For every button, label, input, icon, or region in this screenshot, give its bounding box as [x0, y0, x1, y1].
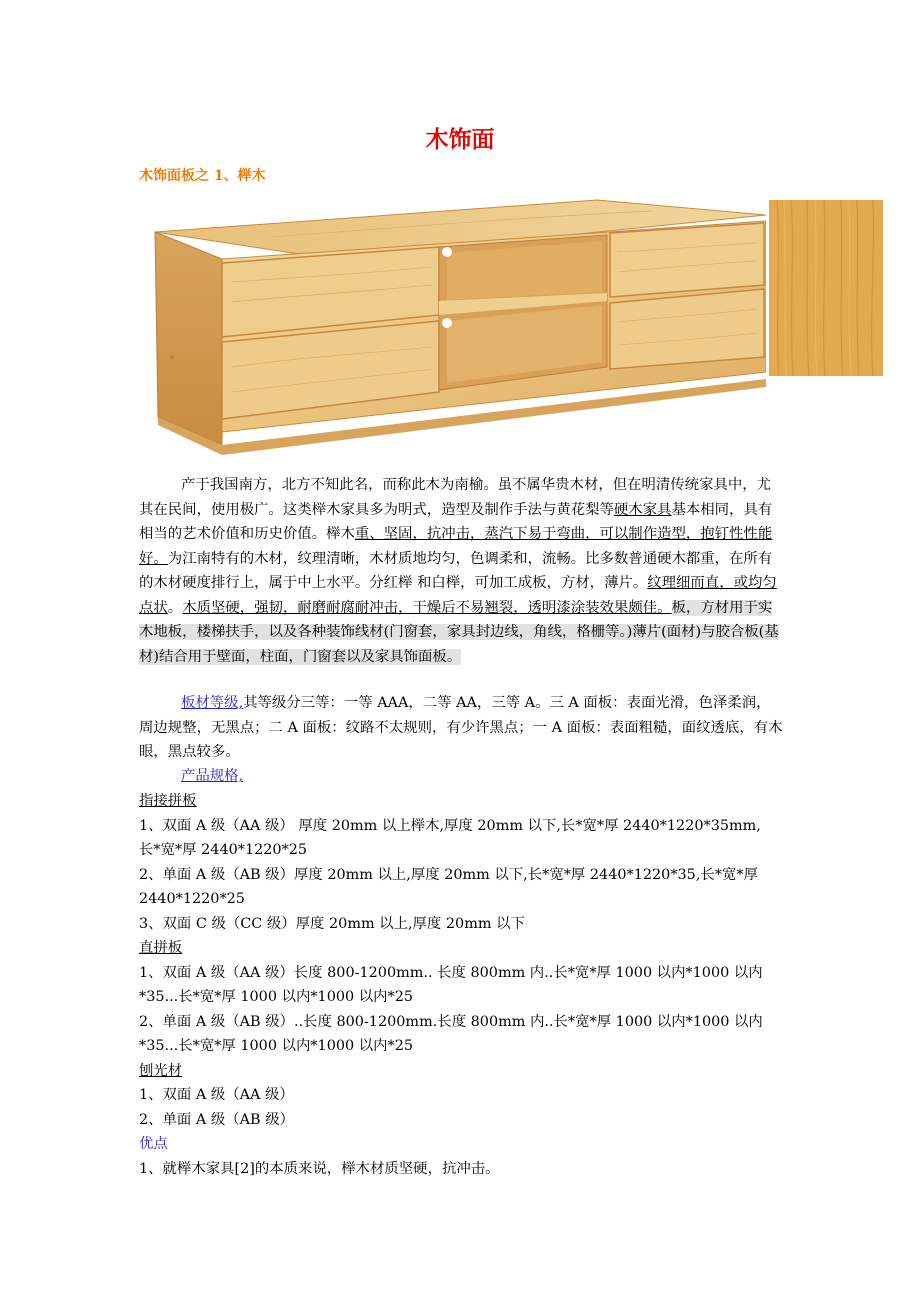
intro-text-4: 。: [167, 599, 183, 616]
page-title: 木饰面: [425, 126, 495, 153]
intro-text: 产于我国南方，北方不知此名，而称此木为南榆。虽不属华贵木材，但在明清传统家具中，尤其在民间，使用极广。这类榉木家具多为明式，造型及制作手法与黄花梨等: [139, 477, 772, 518]
spec-item: 2、单面 A 级（AB 级）..长度 800-1200mm.长度 800mm 内..长*宽*厚 1000 以内*1000 以内: [139, 1013, 763, 1030]
spec-item: 2440*1220*25: [139, 891, 245, 907]
beech-wood-swatch-image: [769, 200, 883, 376]
advantages-heading: 优点: [139, 1136, 168, 1152]
spec-item: *35...长*宽*厚 1000 以内*1000 以内*25: [139, 989, 414, 1005]
spec-item: 1、双面 A 级（AA 级）: [139, 1087, 294, 1103]
planed-heading: 刨光材: [139, 1062, 183, 1079]
finger-joint-heading: 指接拼板: [139, 793, 197, 809]
highlighted-usage: 板，方材用于实木地板，楼梯扶手，以及各种装饰线材(门窗套，家具封边线，角线，格栅等。)薄片(面材)与胶合板(基材)结合用于壁面，柱面，门窗套以及家具饰面板。: [139, 599, 779, 665]
spec-item: 2、单面 A 级（AB 级）: [139, 1111, 294, 1128]
underlined-hardness: 木质坚硬，强韧，耐磨耐腐耐冲击，干燥后不易翘裂，透明漆涂装效果颇佳。: [182, 599, 672, 616]
intro-text-3: 为江南特有的木材，纹理清晰，木材质地均匀，色调柔和，流畅。比多数普通硬木都重，在所有的木材硬度排行上，属于中上水平。分红榉 和白榉，可加工成板，方材，薄片。: [139, 550, 773, 591]
spec-item: *35...长*宽*厚 1000 以内*1000 以内*25: [139, 1038, 414, 1054]
grade-text: 其等级分三等：一等 AAA，二等 AA，三等 A。三 A 面板：表面光滑，色泽柔润，周边规整，无黑点；二 A 面板：纹路不太规则，有少许黑点；一 A 面板：表面粗糙，面纹透底，有木眼，黑点较多。: [139, 695, 783, 760]
beech-tv-cabinet-image: [152, 197, 766, 455]
straight-joint-heading: 直拼板: [139, 940, 183, 956]
underlined-grain: 纹理细而直，或均匀点状: [139, 575, 777, 616]
intro-text-2: 基本相同，具有相当的艺术价值和历史价值。榉木: [139, 501, 773, 542]
hardwood-furniture-link[interactable]: 硬木家具: [613, 501, 672, 518]
advantage-item: 1、就榉木家具[2]的本质来说，榉木材质坚硬，抗冲击。: [139, 1160, 500, 1177]
section-subtitle: 木饰面板之 1、榉木: [139, 168, 266, 184]
product-spec-line: [139, 764, 784, 789]
spec-item: 2、单面 A 级（AB 级）厚度 20mm 以上,厚度 20mm 以下,长*宽*厚 2440*1220*35,长*宽*厚: [139, 866, 758, 883]
spec-item: 长*宽*厚 2440*1220*25: [139, 842, 308, 858]
underlined-properties: 重、坚固，抗冲击，蒸汽下易于弯曲，可以制作造型，抱钉性性能好。: [139, 526, 773, 567]
spec-item: 1、双面 A 级（AA 级） 厚度 20mm 以上榉木,厚度 20mm 以下,长*宽*厚 2440*1220*35mm,: [139, 817, 761, 834]
paragraph-beech-intro: [139, 473, 784, 669]
product-spec-link[interactable]: 产品规格,: [181, 768, 244, 784]
spec-item: 1、双面 A 级（AA 级）长度 800-1200mm.. 长度 800mm 内..长*宽*厚 1000 以内*1000 以内: [139, 964, 763, 981]
spec-list: [139, 789, 784, 1181]
paragraph-grades: [139, 691, 784, 765]
spec-item: 3、双面 C 级（CC 级）厚度 20mm 以上,厚度 20mm 以下: [139, 915, 525, 932]
board-grade-link[interactable]: 板材等级,: [181, 695, 244, 711]
